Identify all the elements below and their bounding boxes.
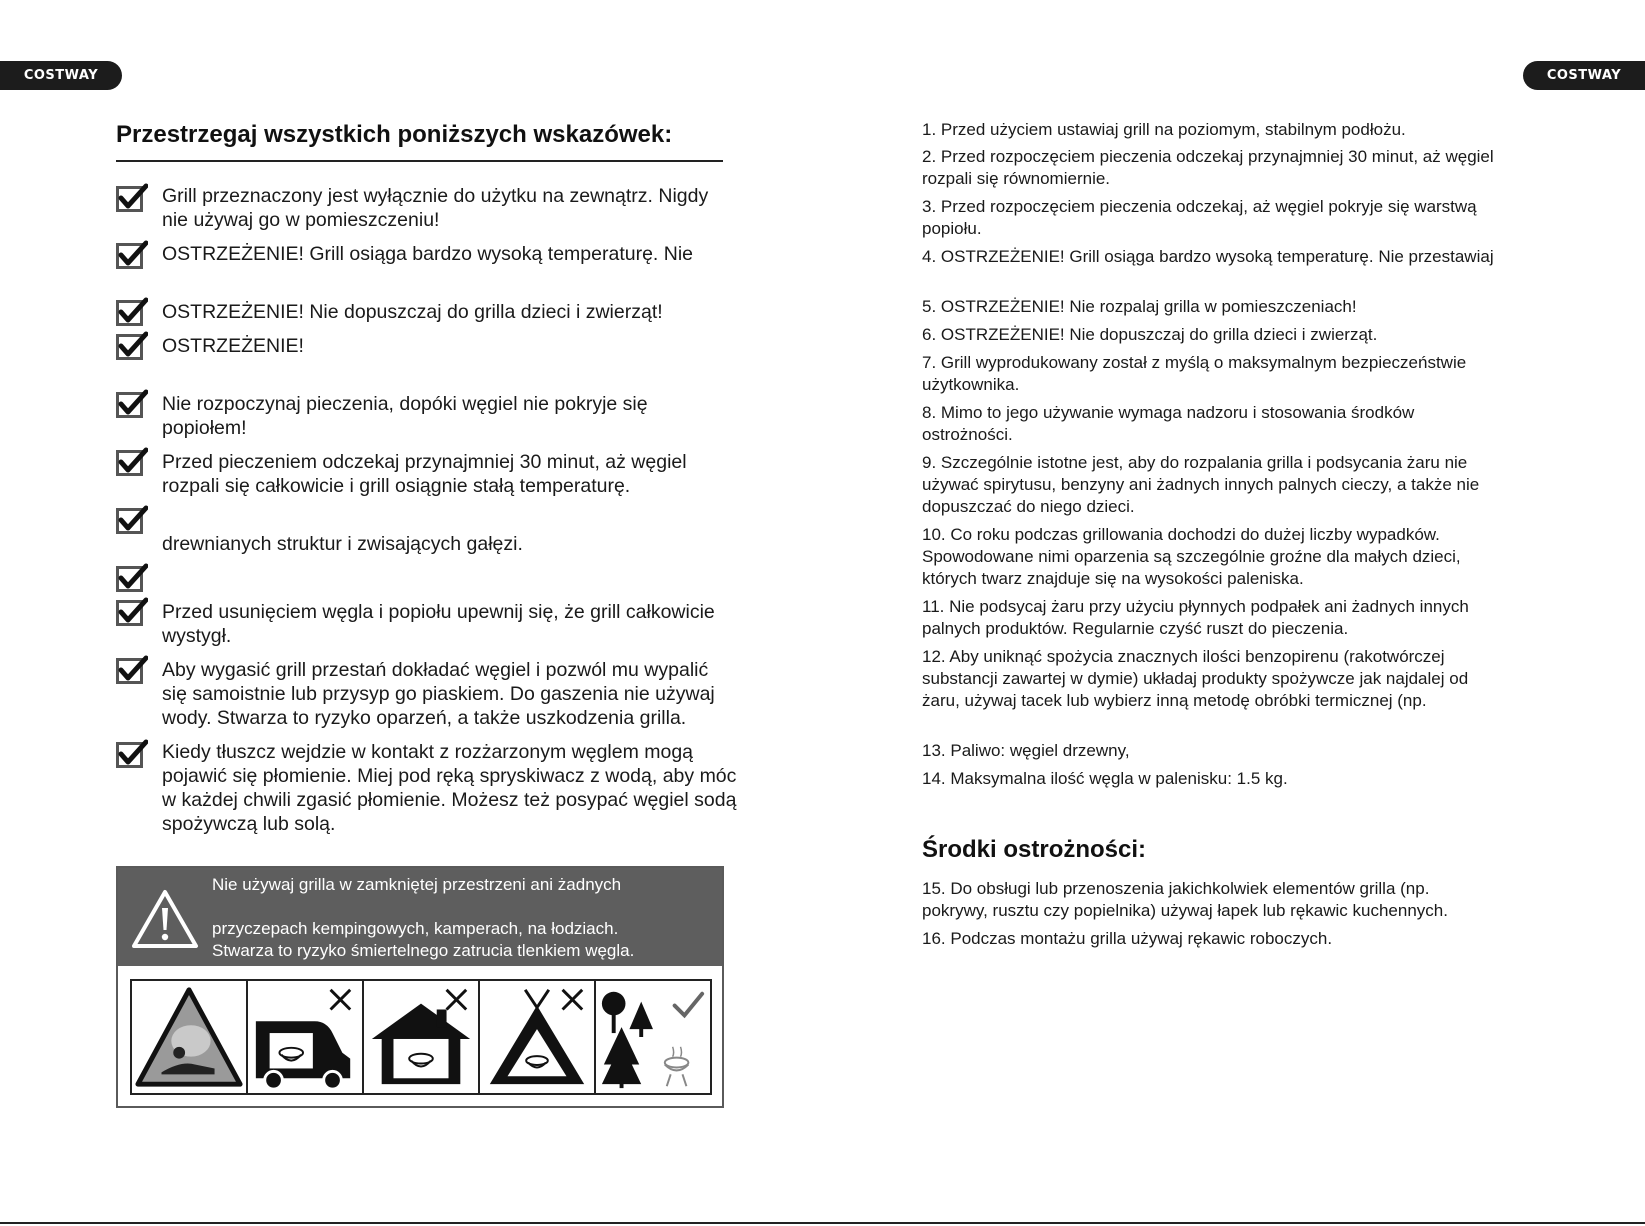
precaution-line: 16. Podczas montażu grilla używaj rękawic roboczych.	[922, 929, 1333, 948]
warning-text: Stwarza to ryzyko śmiertelnego zatrucia tlenkiem węgla.	[212, 941, 635, 960]
checkbox-icon	[116, 596, 148, 626]
carbon-monoxide-warning-box	[116, 866, 724, 1108]
instruction-item: Aby wygasić grill przestań dokładać węgiel i pozwól mu wypalić się samoistnie lub przysyp go piaskiem. Do gaszenia nie używaj wody. Stwarza to ryzyko oparzeń, a także uszkodzenia grilla.	[162, 659, 715, 729]
safety-rule-line: popiołu.	[922, 219, 982, 238]
no-grill-in-house-icon	[362, 979, 480, 1095]
safety-rule-line: 1. Przed użyciem ustawiaj grill na poziomym, stabilnym podłożu.	[922, 120, 1406, 139]
safety-rule-line: palnych produktów. Regularnie czyść ruszt do pieczenia.	[922, 619, 1349, 638]
instruction-item: Nie rozpoczynaj pieczenia, dopóki węgiel nie pokryje się popiołem!	[162, 393, 648, 439]
checkbox-icon	[116, 562, 148, 592]
checkbox-icon	[116, 504, 148, 534]
safety-rule-line: 2. Przed rozpoczęciem pieczenia odczekaj przynajmniej 30 minut, aż węgiel	[922, 147, 1494, 166]
brand-logo-left: COSTWAY	[0, 61, 122, 90]
checkbox-icon	[116, 182, 148, 212]
no-grill-in-tent-icon	[478, 979, 596, 1095]
precaution-line: 15. Do obsługi lub przenoszenia jakichkolwiek elementów grilla (np.	[922, 879, 1430, 898]
instruction-item: Przed usunięciem węgla i popiołu upewnij się, że grill całkowicie wystygł.	[162, 601, 715, 647]
checkbox-icon	[116, 654, 148, 684]
safety-rule-line: rozpali się równomiernie.	[922, 169, 1111, 188]
no-grill-in-camper-icon	[246, 979, 364, 1095]
safety-rule-line: 13. Paliwo: węgiel drzewny,	[922, 741, 1130, 760]
safety-rule-line: 5. OSTRZEŻENIE! Nie rozpalaj grilla w pomieszczeniach!	[922, 297, 1357, 316]
safety-rule-line: żaru, używaj tacek lub wybierz inną metodę obróbki termicznej (np.	[922, 691, 1427, 710]
safety-rule-line: substancji zawartej w dymie) układaj produkty spożywcze jak najdalej od	[922, 669, 1469, 688]
title-divider	[116, 160, 723, 162]
safety-rule-line: 8. Mimo to jego używanie wymaga nadzoru i stosowania środków	[922, 403, 1415, 422]
safety-rule-line: 12. Aby uniknąć spożycia znacznych ilości benzopirenu (rakotwórczej	[922, 647, 1445, 666]
instruction-item: OSTRZEŻENIE! Nie dopuszczaj do grilla dzieci i zwierząt!	[162, 301, 663, 323]
instructions-title: Przestrzegaj wszystkich poniższych wskazówek:	[116, 121, 673, 148]
safety-rule-line: których twarz znajduje się na wysokości paleniska.	[922, 569, 1304, 588]
checkbox-icon	[116, 239, 148, 269]
safety-rule-line: 9. Szczególnie istotne jest, aby do rozpalania grilla i podsycania żaru nie	[922, 453, 1468, 472]
checkbox-icon	[116, 446, 148, 476]
checkbox-icon	[116, 388, 148, 418]
safety-rule-line: używać spirytusu, benzyny ani żadnych innych palnych cieczy, a także nie	[922, 475, 1480, 494]
carbon-monoxide-warning-icon	[130, 979, 248, 1095]
safety-rule-line: 7. Grill wyprodukowany został z myślą o maksymalnym bezpieczeństwie	[922, 353, 1467, 372]
brand-logo-right: COSTWAY	[1523, 61, 1645, 90]
instruction-item: OSTRZEŻENIE! Grill osiąga bardzo wysoką temperaturę. Nie	[162, 243, 694, 265]
safety-rule-line: 6. OSTRZEŻENIE! Nie dopuszczaj do grilla dzieci i zwierząt.	[922, 325, 1378, 344]
safety-rule-line: 3. Przed rozpoczęciem pieczenia odczekaj, aż węgiel pokryje się warstwą	[922, 197, 1477, 216]
warning-triangle-icon	[130, 888, 200, 950]
safety-rule-line: Spowodowane nimi oparzenia są szczególnie groźne dla małych dzieci,	[922, 547, 1461, 566]
page-bottom-divider	[0, 1222, 1645, 1224]
instruction-item: Przed pieczeniem odczekaj przynajmniej 30 minut, aż węgiel rozpali się całkowicie i grill osiągnie stałą temperaturę.	[162, 451, 687, 497]
safety-rule-line: 10. Co roku podczas grillowania dochodzi do dużej liczby wypadków.	[922, 525, 1440, 544]
checkbox-icon	[116, 330, 148, 360]
precautions-title: Środki ostrożności:	[922, 836, 1147, 863]
checkbox-icon	[116, 738, 148, 768]
safety-rule-line: 4. OSTRZEŻENIE! Grill osiąga bardzo wysoką temperaturę. Nie przestawiaj	[922, 247, 1494, 266]
instruction-item: OSTRZEŻENIE!	[162, 335, 304, 357]
safety-rule-line: ostrożności.	[922, 425, 1013, 444]
instruction-item: drewnianych struktur i zwisających gałęzi.	[162, 533, 523, 555]
checkbox-icon	[116, 296, 148, 326]
warning-text: Nie używaj grilla w zamkniętej przestrzeni ani żadnych	[212, 875, 622, 894]
safety-rule-line: 11. Nie podsycaj żaru przy użyciu płynnych podpałek ani żadnych innych	[922, 597, 1469, 616]
grill-outdoors-ok-icon	[594, 979, 712, 1095]
precaution-line: pokrywy, rusztu czy popielnika) używaj łapek lub rękawic kuchennych.	[922, 901, 1448, 920]
instruction-item: Kiedy tłuszcz wejdzie w kontakt z rozżarzonym węglem mogą pojawić się płomienie. Miej pod ręką spryskiwacz z wodą, aby móc w każdej chwili zgasić płomienie. Możesz też posypać węgiel sodą spożywczą lub solą.	[162, 741, 737, 835]
safety-rule-line: dopuszczać do niego dzieci.	[922, 497, 1135, 516]
warning-header	[118, 868, 722, 966]
instruction-item: Grill przeznaczony jest wyłącznie do użytku na zewnątrz. Nigdy nie używaj go w pomieszczeniu!	[162, 185, 709, 231]
safety-rule-line: 14. Maksymalna ilość węgla w palenisku: 1.5 kg.	[922, 769, 1288, 788]
safety-rule-line: użytkownika.	[922, 375, 1020, 394]
warning-text: przyczepach kempingowych, kamperach, na łodziach.	[212, 919, 619, 938]
